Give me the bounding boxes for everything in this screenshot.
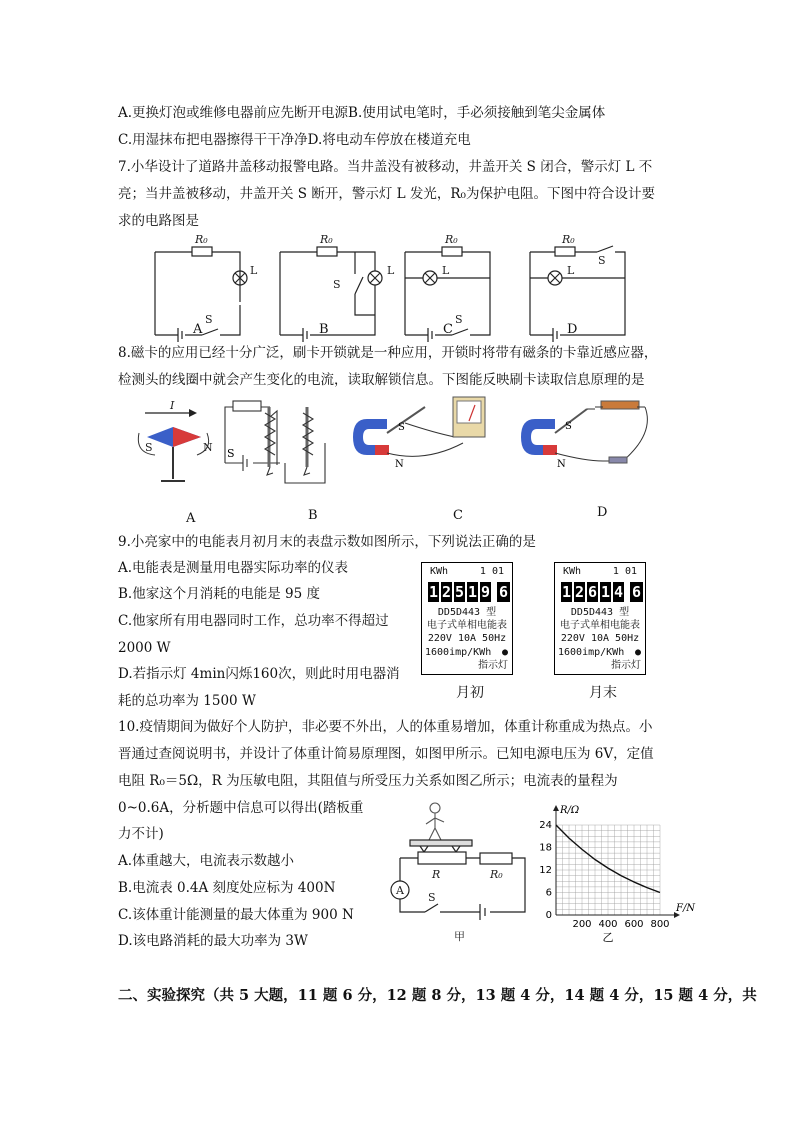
q10-option-b: B.电流表 0.4A 刻度处应标为 400N <box>118 880 336 896</box>
label-s-d: S <box>598 254 606 267</box>
q7-option-a-label: A <box>193 322 203 337</box>
circuit-d <box>530 246 625 342</box>
label-r0: R₀ <box>490 868 503 881</box>
section2-heading: 二、实验探究（共 5 大题，11 题 6 分，12 题 8 分，13 题 4 分，14 题 4 分，15 题 4 分，共 <box>118 987 757 1004</box>
x-axis-label: F/N <box>676 903 696 914</box>
meter-model: DD5D443 型 <box>570 607 630 618</box>
label-l-b: L <box>387 264 395 277</box>
label-s-a: S <box>145 441 153 454</box>
meter-rating: 220V 10A 50Hz <box>427 633 507 644</box>
meter-phase: 1 01 <box>612 566 637 577</box>
figure-c-generator <box>353 397 485 456</box>
q8-figures <box>125 393 665 503</box>
q10-option-c: C.该体重计能测量的最大体重为 900 N <box>118 907 354 923</box>
q7-stem-line2: 亮；当井盖被移动，井盖开关 S 断开，警示灯 L 发光，R₀为保护电阻。下图中符合设计要 <box>118 186 655 202</box>
label-r0-b: R₀ <box>320 233 333 246</box>
indicator-light-icon: ● <box>501 647 508 658</box>
q6-options-row1 <box>118 103 605 123</box>
q7-option-d-label: D <box>567 322 578 337</box>
q9-option-c-line1: C.他家所有用电器同时工作，总功率不得超过 <box>118 613 389 629</box>
caption-jia: 甲 <box>454 930 465 943</box>
y-axis-arrow <box>553 805 559 811</box>
meter-digits <box>428 582 510 602</box>
meter-digit: 5 <box>454 583 465 601</box>
circuit-b <box>280 247 382 342</box>
q6-option-a: A.更换灯泡或维修电器前应先断开电源 <box>118 105 349 121</box>
meter-imp: 1600imp/KWh <box>558 647 625 658</box>
q10-circuit-jia <box>380 800 540 945</box>
q9-option-a: A.电能表是测量用电器实际功率的仪表 <box>118 560 349 576</box>
meter-phase: 1 01 <box>479 566 504 577</box>
label-current-i: I <box>170 399 175 412</box>
y-tick-label: 12 <box>539 865 552 876</box>
label-s: S <box>428 891 436 904</box>
meter-digits <box>561 582 643 602</box>
q8-option-d-label: D <box>597 505 608 520</box>
q10-stem-line3: 电阻 R₀＝5Ω，R 为压敏电阻，其阻值与所受压力关系如图乙所示；电流表的量程为 <box>118 773 618 789</box>
q10-option-a: A.体重越大，电流表示数越小 <box>118 853 295 869</box>
meter-name: 电子式单相电能表 <box>560 620 640 631</box>
meter-start-caption: 月初 <box>456 685 484 701</box>
person-on-scale-icon <box>426 803 444 840</box>
q8-stem-line2: 检测头的线圈中就会产生变化的电流，读取解锁信息。下图能反映刷卡读取信息原理的是 <box>118 372 645 388</box>
meter-digit: 4 <box>613 583 624 601</box>
meter-digit: 2 <box>574 583 585 601</box>
x-tick-label: 200 <box>572 919 592 930</box>
q9-option-d-line2: 耗的总功率为 1500 W <box>118 693 256 709</box>
figure-d-motor <box>521 401 647 463</box>
energy-meter-start <box>421 562 513 675</box>
y-tick-label: 18 <box>539 842 552 854</box>
label-s-b: S <box>333 278 341 291</box>
q8-option-b-label: B <box>308 508 318 523</box>
q10-stem-line2: 晋通过查阅说明书，并设计了体重计简易原理图，如图甲所示。已知电源电压为 6V，定值 <box>118 746 654 762</box>
q10-chart-yi <box>530 795 696 945</box>
label-n-a: N <box>203 441 213 454</box>
energy-meter-end <box>554 562 646 675</box>
label-r: R <box>432 868 441 881</box>
q9-option-b: B.他家这个月消耗的电能是 95 度 <box>118 586 320 602</box>
meter-digit: 1 <box>561 583 572 601</box>
figure-b-electromagnets <box>225 401 325 483</box>
q8-option-a-label: A <box>186 511 196 526</box>
indicator-light-icon: ● <box>634 647 641 658</box>
label-s-d: S <box>565 421 572 432</box>
meter-digit: 1 <box>428 583 439 601</box>
q8-stem-line1: 8.磁卡的应用已经十分广泛，刷卡开锁就是一种应用，开锁时将带有磁条的卡靠近感应器， <box>118 345 658 361</box>
q10-stem-line5: 力不计) <box>118 826 164 842</box>
meter-digit: 2 <box>441 583 452 601</box>
q10-stem-line4: 0~0.6A，分析题中信息可以得出(踏板重 <box>118 800 364 816</box>
q9-option-d-line1: D.若指示灯 4min闪烁160次，则此时用电器消 <box>118 666 400 682</box>
q7-stem-line3: 求的电路图是 <box>118 213 199 229</box>
meter-rating: 220V 10A 50Hz <box>560 633 640 644</box>
meter-digit: 9 <box>480 583 491 601</box>
meter-name: 电子式单相电能表 <box>427 620 507 631</box>
q7-option-b-label: B <box>319 322 329 337</box>
q7-option-c-label: C <box>443 322 453 337</box>
label-r0-a: R₀ <box>195 233 208 246</box>
x-tick-label: 800 <box>650 919 670 930</box>
q9-stem: 9.小亮家中的电能表月初月末的表盘示数如图所示，下列说法正确的是 <box>118 534 536 550</box>
q6-options-row2 <box>118 130 471 150</box>
q7-stem-line1: 7.小华设计了道路井盖移动报警电路。当井盖没有被移动，井盖开关 S 闭合，警示灯 L 不 <box>118 159 653 175</box>
label-l-a: L <box>250 264 258 277</box>
label-s-a: S <box>205 313 213 326</box>
chart-caption-yi: 乙 <box>602 931 614 944</box>
resistor-r0 <box>192 247 212 256</box>
meter-imp: 1600imp/KWh <box>425 647 492 658</box>
meter-model: DD5D443 型 <box>437 607 497 618</box>
label-l-c: L <box>442 264 450 277</box>
q9-option-c-line2: 2000 W <box>118 640 171 656</box>
y-tick-label: 6 <box>545 887 552 899</box>
x-tick-label: 600 <box>624 919 644 930</box>
meter-digit-decimal: 6 <box>631 583 642 601</box>
label-n-d: N <box>557 459 566 470</box>
label-s-b: S <box>227 447 235 460</box>
meter-digit: 1 <box>600 583 611 601</box>
meter-indicator: 指示灯 <box>611 660 641 671</box>
q10-option-d: D.该电路消耗的最大功率为 3W <box>118 933 308 949</box>
label-l-d: L <box>567 264 575 277</box>
meter-unit: KWh <box>563 566 582 577</box>
meter-unit: KWh <box>430 566 449 577</box>
label-s-c: S <box>398 422 405 433</box>
q6-option-d: D.将电动车停放在楼道充电 <box>307 132 471 148</box>
meter-digit-decimal: 6 <box>498 583 509 601</box>
q6-option-b: B.使用试电笔时，手必须接触到笔尖金属体 <box>348 105 606 121</box>
x-tick-label: 400 <box>598 919 618 930</box>
q10-stem-line1: 10.疫情期间为做好个人防护，非必要不外出，人的体重易增加，体重计称重成为热点。小 <box>118 719 653 735</box>
y-axis-label: R/Ω <box>560 805 580 816</box>
label-n-c: N <box>395 459 404 470</box>
q8-option-c-label: C <box>453 508 463 523</box>
y-tick-label: 0 <box>545 910 552 921</box>
meter-indicator: 指示灯 <box>478 660 508 671</box>
y-tick-label: 24 <box>539 820 552 831</box>
label-ammeter: A <box>396 884 404 897</box>
q6-option-c: C.用湿抹布把电器擦得干干净净 <box>118 132 308 148</box>
label-s-c: S <box>455 313 463 326</box>
q7-circuit-diagrams <box>140 230 660 340</box>
meter-digit: 1 <box>467 583 478 601</box>
label-r0-c: R₀ <box>445 233 458 246</box>
label-r0-d: R₀ <box>562 233 575 246</box>
meter-digit: 6 <box>587 583 598 601</box>
meter-end-caption: 月末 <box>589 685 617 701</box>
